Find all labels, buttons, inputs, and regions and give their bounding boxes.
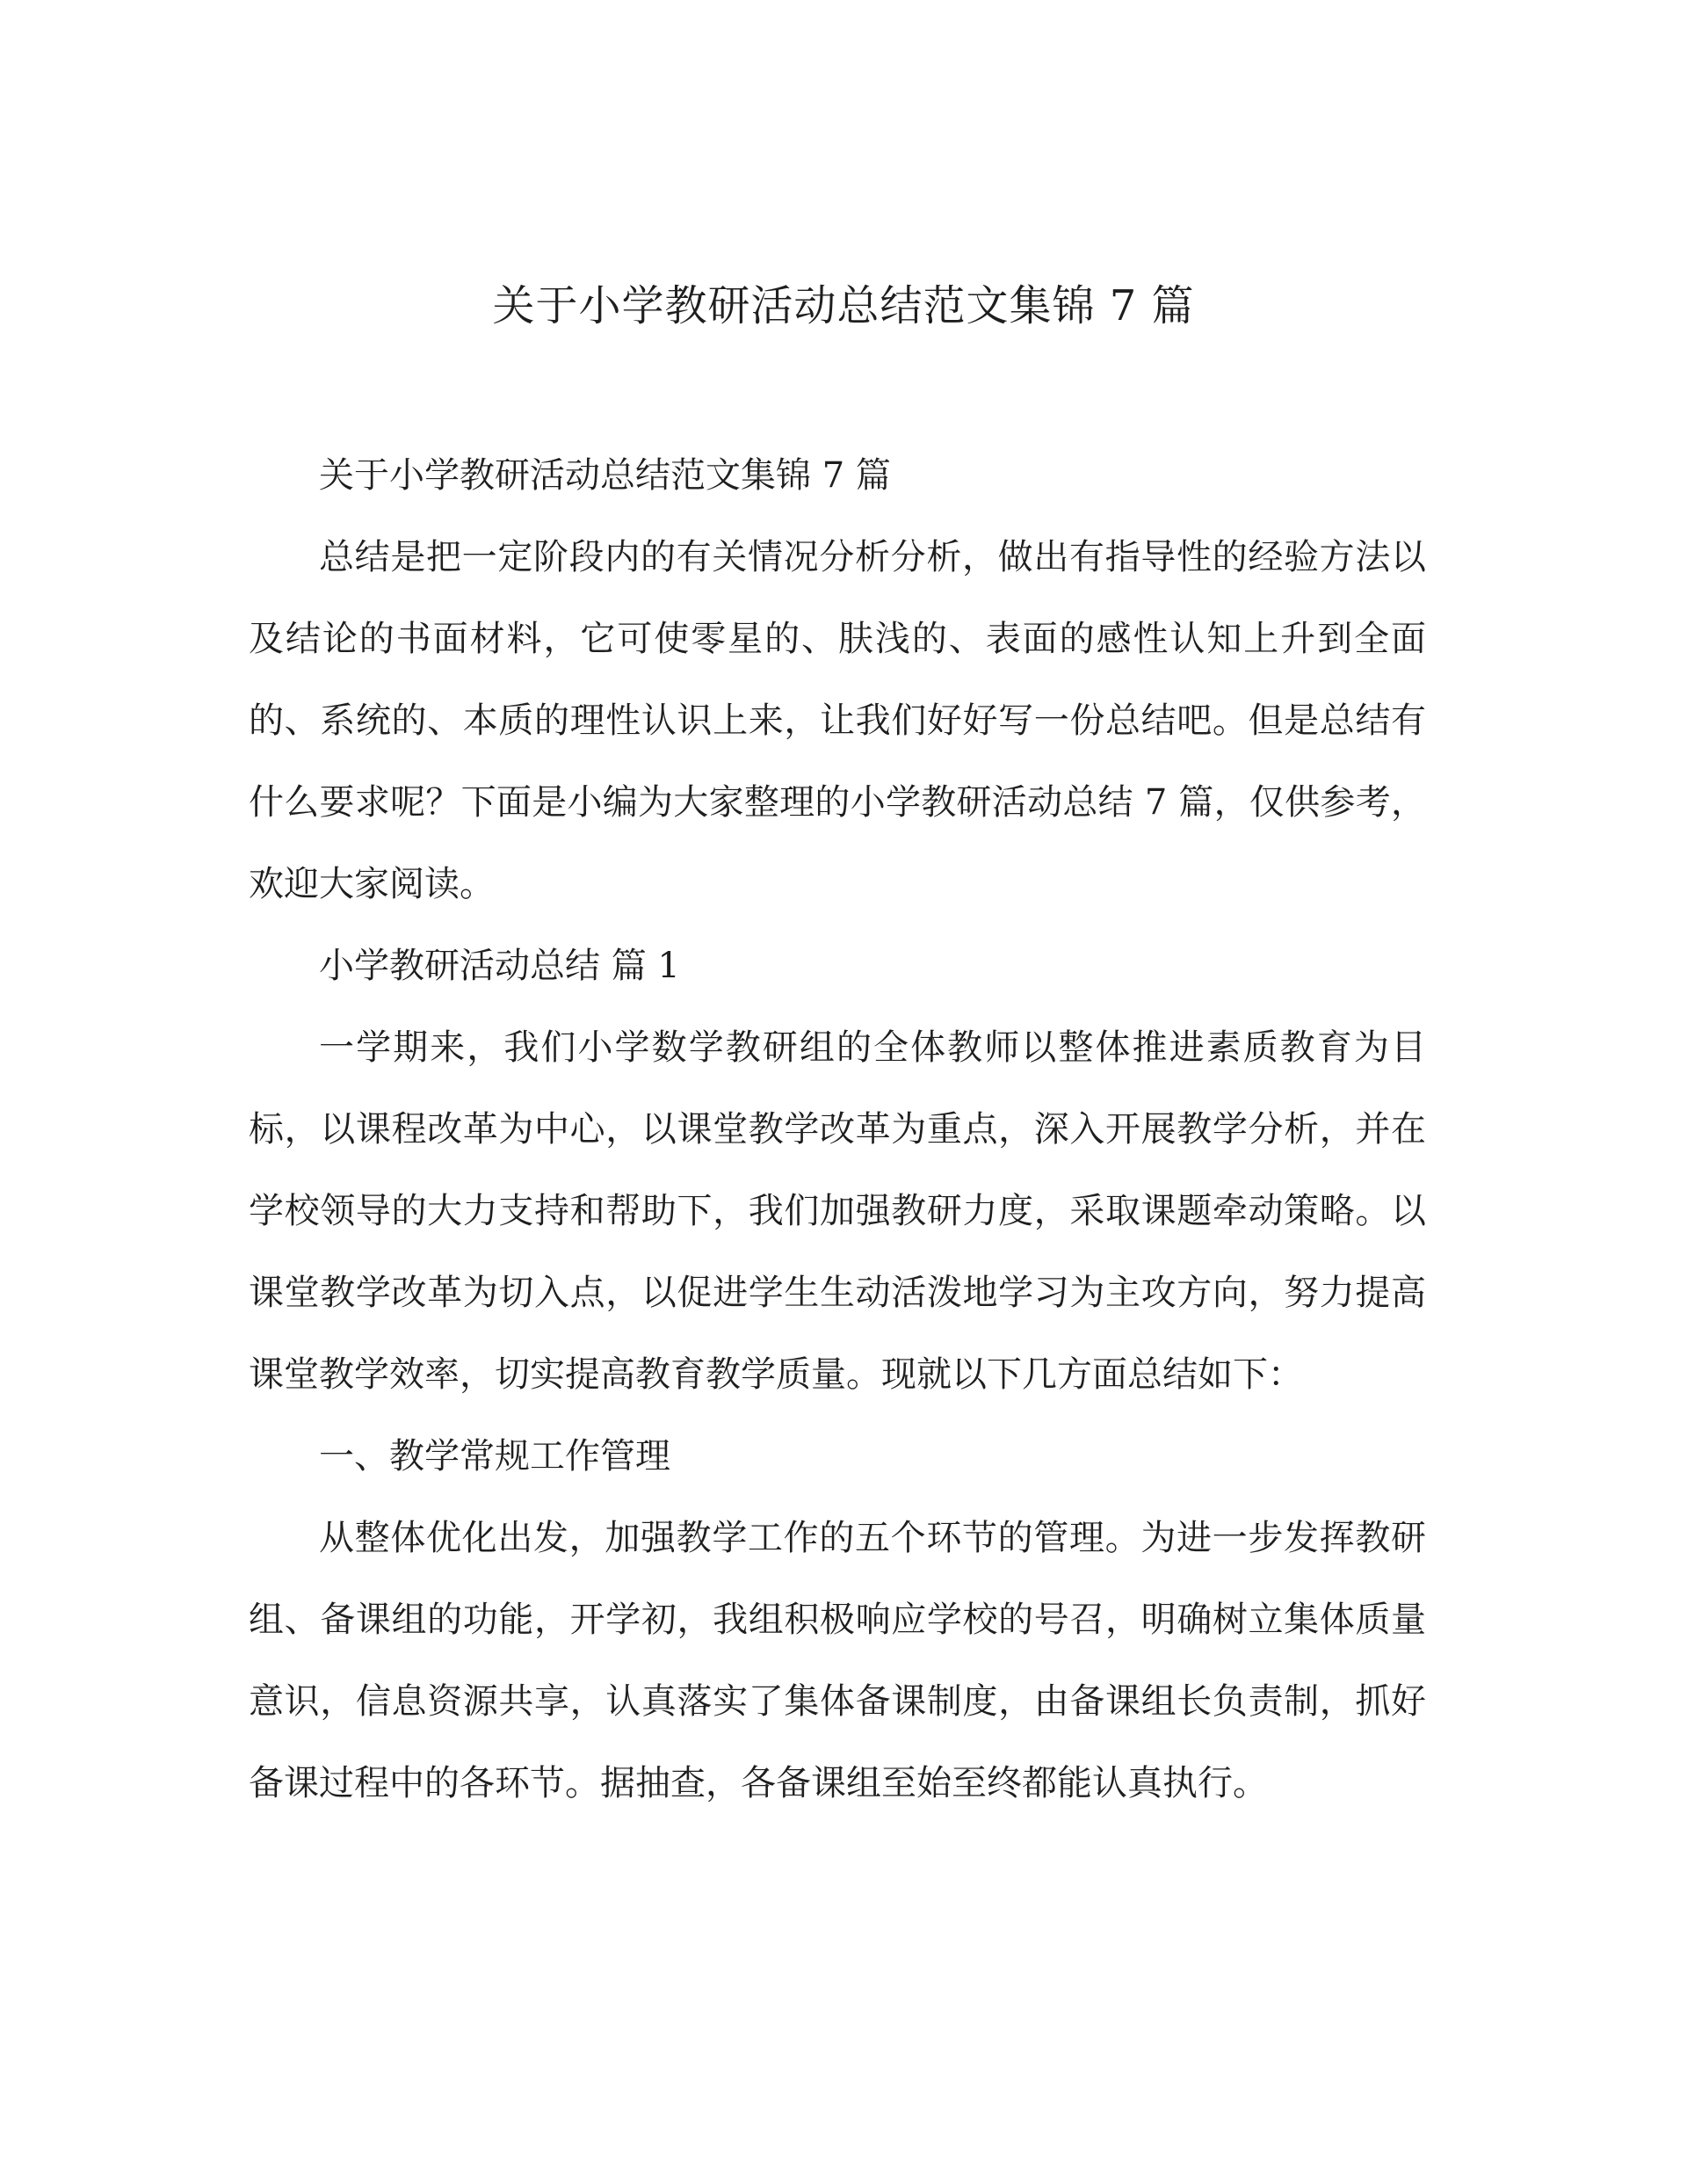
- overview-paragraph: 一学期来，我们小学数学教研组的全体教师以整体推进素质教育为目标，以课程改革为中心，以课堂教学改革为重点，深入开展教学分析，并在学校领导的大力支持和帮助下，我们加强教研力度，采取课题牵动策略。以课堂教学改革为切入点，以促进学生生动活泼地学习为主攻方向，努力提高课堂教学效率，切实提高教育教学质量。现就以下几方面总结如下：: [249, 1027, 1426, 1395]
- document-body: [249, 435, 1426, 1825]
- body-heading: 关于小学教研活动总结范文集锦 7 篇: [319, 455, 891, 496]
- document-title: 关于小学教研活动总结范文集锦 7 篇: [492, 281, 1195, 330]
- section-heading-part-1: 小学教研活动总结 篇 1: [319, 946, 680, 986]
- subsection-heading: 一、教学常规工作管理: [319, 1436, 670, 1477]
- management-paragraph: 从整体优化出发，加强教学工作的五个环节的管理。为进一步发挥教研组、备课组的功能，开学初，我组积极响应学校的号召，明确树立集体质量意识，信息资源共享，认真落实了集体备课制度，由备课组长负责制，抓好备课过程中的各环节。据抽查，各备课组至始至终都能认真执行。: [249, 1518, 1426, 1803]
- intro-paragraph: 总结是把一定阶段内的有关情况分析分析，做出有指导性的经验方法以及结论的书面材料，它可使零星的、肤浅的、表面的感性认知上升到全面的、系统的、本质的理性认识上来，让我们好好写一份总结吧。但是总结有什么要求呢？下面是小编为大家整理的小学教研活动总结 7 篇，仅供参考，欢迎大家阅读。: [249, 537, 1426, 904]
